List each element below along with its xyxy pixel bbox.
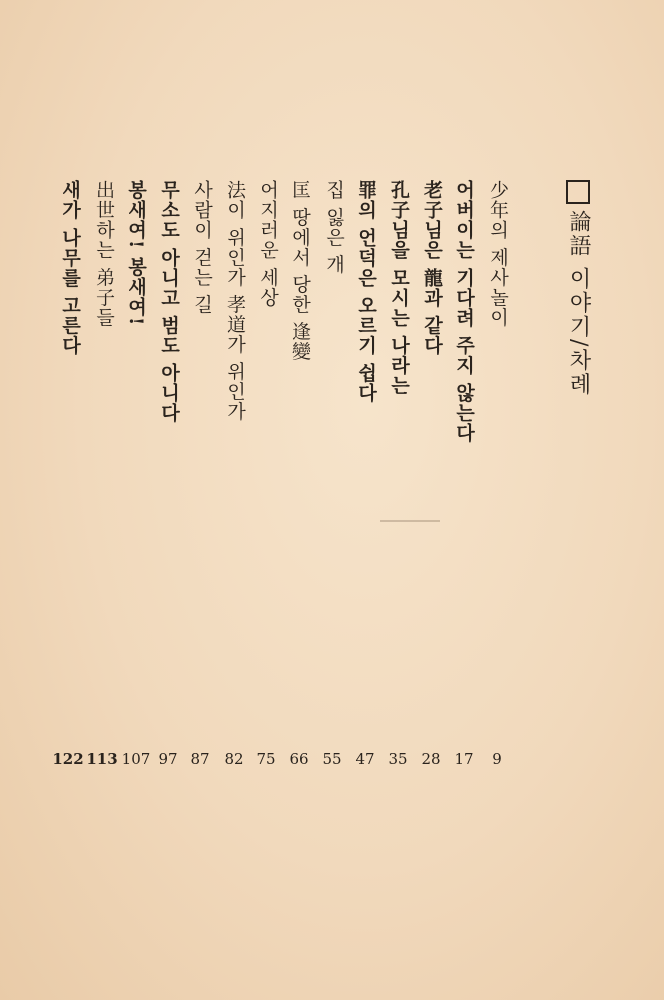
toc-page-12: 107 [121, 750, 151, 768]
toc-entry-1: 少年의 제사놀이 [487, 180, 509, 328]
toc-entry-13: 出世하는 弟子들 [93, 180, 115, 328]
toc-page-10: 87 [190, 750, 210, 768]
toc-entry-3: 老子님은 龍과 같다 [421, 180, 443, 356]
toc-entry-10: 사람이 걷는 길 [191, 180, 213, 315]
toc-entry-12: 봉새여! 봉새여! [125, 180, 147, 327]
toc-entry-8: 어지러운 세상 [257, 180, 279, 308]
toc-page-11: 97 [158, 750, 178, 768]
toc-entry-14: 새가 나무를 고른다 [59, 180, 81, 356]
toc-heading-text: 論語 이야기/차례 [566, 210, 591, 397]
toc-entry-4: 孔子님을 모시는 나라는 [388, 180, 410, 396]
toc-heading [560, 180, 594, 396]
toc-page-7: 66 [289, 750, 309, 768]
toc-page-13: 113 [86, 750, 118, 768]
toc-entry-11: 무소도 아니고 범도 아니다 [158, 180, 180, 423]
toc-entry-7: 匡 땅에서 당한 逢變 [289, 180, 311, 362]
toc-entry-9: 法이 위인가 孝道가 위인가 [224, 180, 246, 422]
toc-page-9: 82 [224, 750, 244, 768]
square-box-icon [566, 180, 590, 204]
toc-page-3: 28 [421, 750, 441, 768]
toc-page-8: 75 [256, 750, 276, 768]
toc-page-14: 122 [52, 750, 84, 768]
toc-page-2: 17 [454, 750, 474, 768]
paper-mark [380, 520, 440, 522]
toc-entry-2: 어버이는 기다려 주지 않는다 [453, 180, 475, 443]
toc-entry-5: 罪의 언덕은 오르기 쉽다 [355, 180, 377, 403]
toc-page-5: 47 [355, 750, 375, 768]
toc-page-4: 35 [388, 750, 408, 768]
toc-page-6: 55 [322, 750, 342, 768]
toc-entry-6: 집 잃은 개 [323, 180, 345, 275]
toc-page-1: 9 [492, 750, 502, 768]
